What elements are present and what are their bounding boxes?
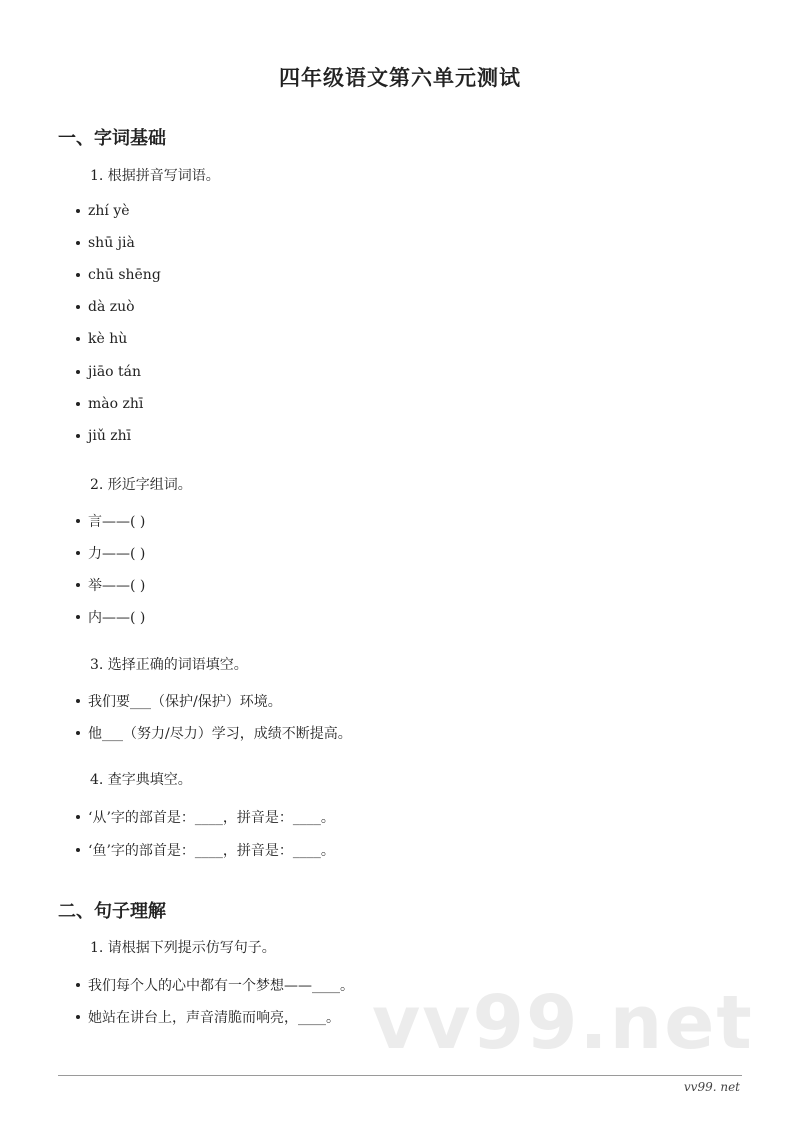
list-item — [76, 396, 143, 412]
list-item — [76, 975, 354, 995]
bullet-icon — [76, 209, 80, 213]
list-item — [76, 203, 130, 219]
pinyin-item: jiāo tán — [88, 364, 142, 380]
bullet-icon — [76, 551, 80, 555]
bullet-icon — [76, 583, 80, 587]
list-item — [76, 331, 127, 347]
pinyin-item: mào zhī — [88, 396, 144, 412]
watermark: vv99.net — [372, 980, 754, 1066]
sentence-item: 我们要___（保护/保护）环境。 — [88, 694, 282, 710]
bullet-icon — [76, 402, 80, 406]
bullet-icon — [76, 519, 80, 523]
pinyin-item: kè hù — [88, 331, 128, 347]
list-item — [76, 607, 145, 627]
bullet-icon — [76, 370, 80, 374]
sentence-item: ‘鱼’字的部首是：____，拼音是：____。 — [88, 843, 335, 859]
list-item — [76, 235, 135, 251]
pinyin-item: dà zuò — [88, 299, 135, 315]
pinyin-item: chū shēng — [88, 267, 161, 283]
bullet-icon — [76, 305, 80, 309]
bullet-icon — [76, 615, 80, 619]
pinyin-item: jiǔ zhī — [88, 428, 132, 444]
list-item — [76, 428, 131, 444]
bullet-icon — [76, 699, 80, 703]
question-2-label: 2. 形近字组词。 — [90, 477, 192, 493]
footer-text: vv99. net — [683, 1080, 740, 1094]
pinyin-item: shū jià — [88, 235, 135, 251]
list-item — [76, 723, 352, 743]
bullet-icon — [76, 848, 80, 852]
list-item — [76, 364, 141, 380]
bullet-icon — [76, 1015, 80, 1019]
word-item: 力——( ) — [88, 546, 146, 562]
word-item: 举——( ) — [88, 578, 146, 594]
bullet-icon — [76, 337, 80, 341]
list-item — [76, 299, 135, 315]
list-item — [76, 691, 282, 711]
section-heading-2: 二、句子理解 — [58, 901, 166, 922]
list-item — [76, 840, 335, 860]
section-heading-1: 一、字词基础 — [58, 128, 166, 149]
pinyin-item: zhí yè — [88, 203, 130, 219]
list-item — [76, 1007, 340, 1027]
sentence-item: 她站在讲台上，声音清脆而响亮，____。 — [88, 1010, 340, 1026]
list-item — [76, 807, 335, 827]
sentence-item: 我们每个人的心中都有一个梦想——____。 — [88, 978, 354, 994]
word-item: 言——( ) — [88, 514, 146, 530]
bullet-icon — [76, 815, 80, 819]
sentence-item: ‘从’字的部首是：____，拼音是：____。 — [88, 810, 335, 826]
sentence-item: 他___（努力/尽力）学习，成绩不断提高。 — [88, 726, 352, 742]
list-item — [76, 267, 161, 283]
page-title: 四年级语文第六单元测试 — [279, 65, 521, 90]
question-4-label: 4. 查字典填空。 — [90, 772, 192, 788]
footer-divider — [58, 1075, 742, 1076]
question-1-label: 1. 根据拼音写词语。 — [90, 168, 220, 184]
question-3-label: 3. 选择正确的词语填空。 — [90, 657, 248, 673]
list-item — [76, 511, 145, 531]
bullet-icon — [76, 241, 80, 245]
list-item — [76, 575, 145, 595]
bullet-icon — [76, 983, 80, 987]
bullet-icon — [76, 434, 80, 438]
list-item — [76, 543, 145, 563]
question-1-label: 1. 请根据下列提示仿写句子。 — [90, 940, 276, 956]
bullet-icon — [76, 273, 80, 277]
word-item: 内——( ) — [88, 610, 146, 626]
bullet-icon — [76, 731, 80, 735]
